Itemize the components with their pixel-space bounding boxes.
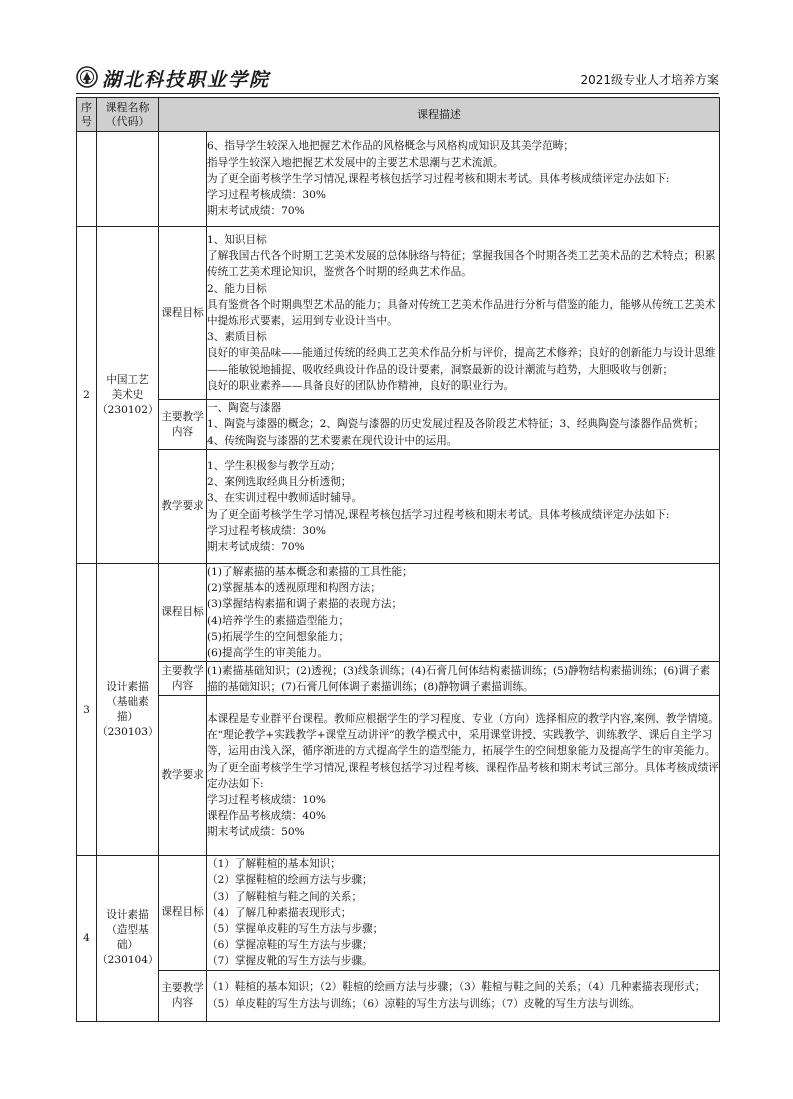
req-desc: 1、学生积极参与教学互动； 2、案例选取经典且分析透彻； 3、在实训过程中教师适时辅导。 为了更全面考核学生学习情况,课程考核包括学习过程考核和期末考试。具体考核成绩评定办法如下: 学习过程考核成绩：30% 期末考试成绩：70% — [207, 450, 720, 564]
course-no: 4 — [77, 856, 97, 1021]
page-header — [76, 64, 719, 92]
header-name: 课程名称（代码） — [97, 98, 159, 132]
content-desc: （1）鞋楦的基本知识；（2）鞋楦的绘画方法与步骤；（3）鞋楦与鞋之间的关系；（4）几种素描表现形式；（5）单皮鞋的写生方法与训练；（6）凉鞋的写生方法与训练；（7）皮靴的写生方法与训练。 — [207, 970, 720, 1021]
course-name: 设计素描 （基础素 描） （230103） — [97, 564, 159, 856]
row-cat — [159, 132, 207, 227]
goals-desc: （1）了解鞋楦的基本知识； （2）掌握鞋楦的绘画方法与步骤； （3）了解鞋楦与鞋之间的关系； （4）了解几种素描表现形式； （5）掌握单皮鞋的写生方法与步骤； （6）掌握凉鞋的写生方法与步骤； （7）掌握皮靴的写生方法与步骤。 — [207, 856, 720, 970]
header-desc: 课程描述 — [159, 98, 720, 132]
req-label: 教学要求 — [159, 450, 207, 564]
table-row — [77, 662, 720, 696]
plan-title: 2021级专业人才培养方案 — [580, 73, 719, 87]
content-label: 主要教学内容 — [159, 970, 207, 1021]
row-name — [97, 132, 159, 227]
table-row — [77, 856, 720, 970]
goals-label: 课程目标 — [159, 856, 207, 970]
course-name: 中国工艺 美术史 （230102） — [97, 227, 159, 564]
school-name: 湖北科技职业学院 — [102, 69, 271, 91]
table-row — [77, 132, 720, 227]
table-row — [77, 696, 720, 856]
course-no: 3 — [77, 564, 97, 856]
table-row — [77, 450, 720, 564]
header-no: 序号 — [77, 98, 97, 132]
course-table — [76, 97, 720, 1022]
school-logo-icon — [76, 66, 98, 88]
header-rule — [76, 93, 719, 94]
req-desc: 本课程是专业群平台课程。教师应根据学生的学习程度、专业（方向）选择相应的教学内容,案例、教学情境。 在“理论教学+实践教学+课堂互动讲评”的教学模式中，采用课堂讲授、实践教学、训练教学、课后自主学习等，运用由浅入深，循序渐进的方式提高学生的造型能力，拓展学生的空间想象能力及提高学生的审美能力。 为了更全面考核学生学习情况,课程考核包括学习过程考核、课程作品考核和期末考试三部分。具体考核成绩评定办法如下: 学习过程考核成绩：10% 课程作品考核成绩：40% 期末考试成绩：50% — [207, 696, 720, 856]
goals-label: 课程目标 — [159, 227, 207, 400]
goals-desc: 1、知识目标 了解我国古代各个时期工艺美术发展的总体脉络与特征；掌握我国各个时期各类工艺美术品的艺术特点；积累传统工艺美术理论知识，鉴赏各个时期的经典艺术作品。 2、能力目标 具有鉴赏各个时期典型艺术品的能力；具备对传统工艺美术作品进行分析与借鉴的能力，能够从传统工艺美术中提炼形式要素，运用到专业设计当中。 3、素质目标 良好的审美品味——能通过传统的经典工艺美术作品分析与评价，提高艺术修养；良好的创新能力与设计思维——能敏锐地捕捉、吸收经典设计作品的设计要素，洞察最新的设计潮流与趋势，大胆吸收与创新； 良好的职业素养——具备良好的团队协作精神，良好的职业行为。 — [207, 227, 720, 400]
continuation-desc: 6、指导学生较深入地把握艺术作品的风格概念与风格构成知识及其美学范畴； 指导学生较深入地把握艺术发展中的主要艺术思潮与艺术流派。 为了更全面考核学生学习情况,课程考核包括学习过程考核和期末考试。具体考核成绩评定办法如下: 学习过程考核成绩：30% 期末考试成绩：70% — [207, 132, 720, 227]
content-desc: 一、陶瓷与漆器 1、陶瓷与漆器的概念；2、陶瓷与漆器的历史发展过程及各阶段艺术特征；3、经典陶瓷与漆器作品赏析；4、传统陶瓷与漆器的艺术要素在现代设计中的运用。 — [207, 400, 720, 450]
table-row — [77, 227, 720, 400]
table-row — [77, 970, 720, 1021]
req-label: 教学要求 — [159, 696, 207, 856]
goals-desc: (1)了解素描的基本概念和素描的工具性能； (2)掌握基本的透视原理和构图方法； (3)掌握结构素描和调子素描的表现方法； (4)培养学生的素描造型能力； (5)拓展学生的空间想象能力； (6)提高学生的审美能力。 — [207, 564, 720, 662]
course-no: 2 — [77, 227, 97, 564]
content-label: 主要教学内容 — [159, 400, 207, 450]
table-header-row — [77, 98, 720, 132]
row-no — [77, 132, 97, 227]
goals-label: 课程目标 — [159, 564, 207, 662]
course-name: 设计素描 （造型基 础） （230104） — [97, 856, 159, 1021]
table-row — [77, 564, 720, 662]
content-desc: (1)素描基础知识；(2)透视；(3)线条训练；(4)石膏几何体结构素描训练；(5)静物结构素描训练；(6)调子素描的基础知识；(7)石膏几何体调子素描训练；(8)静物调子素描训练。 — [207, 662, 720, 696]
table-row — [77, 400, 720, 450]
content-label: 主要教学内容 — [159, 662, 207, 696]
